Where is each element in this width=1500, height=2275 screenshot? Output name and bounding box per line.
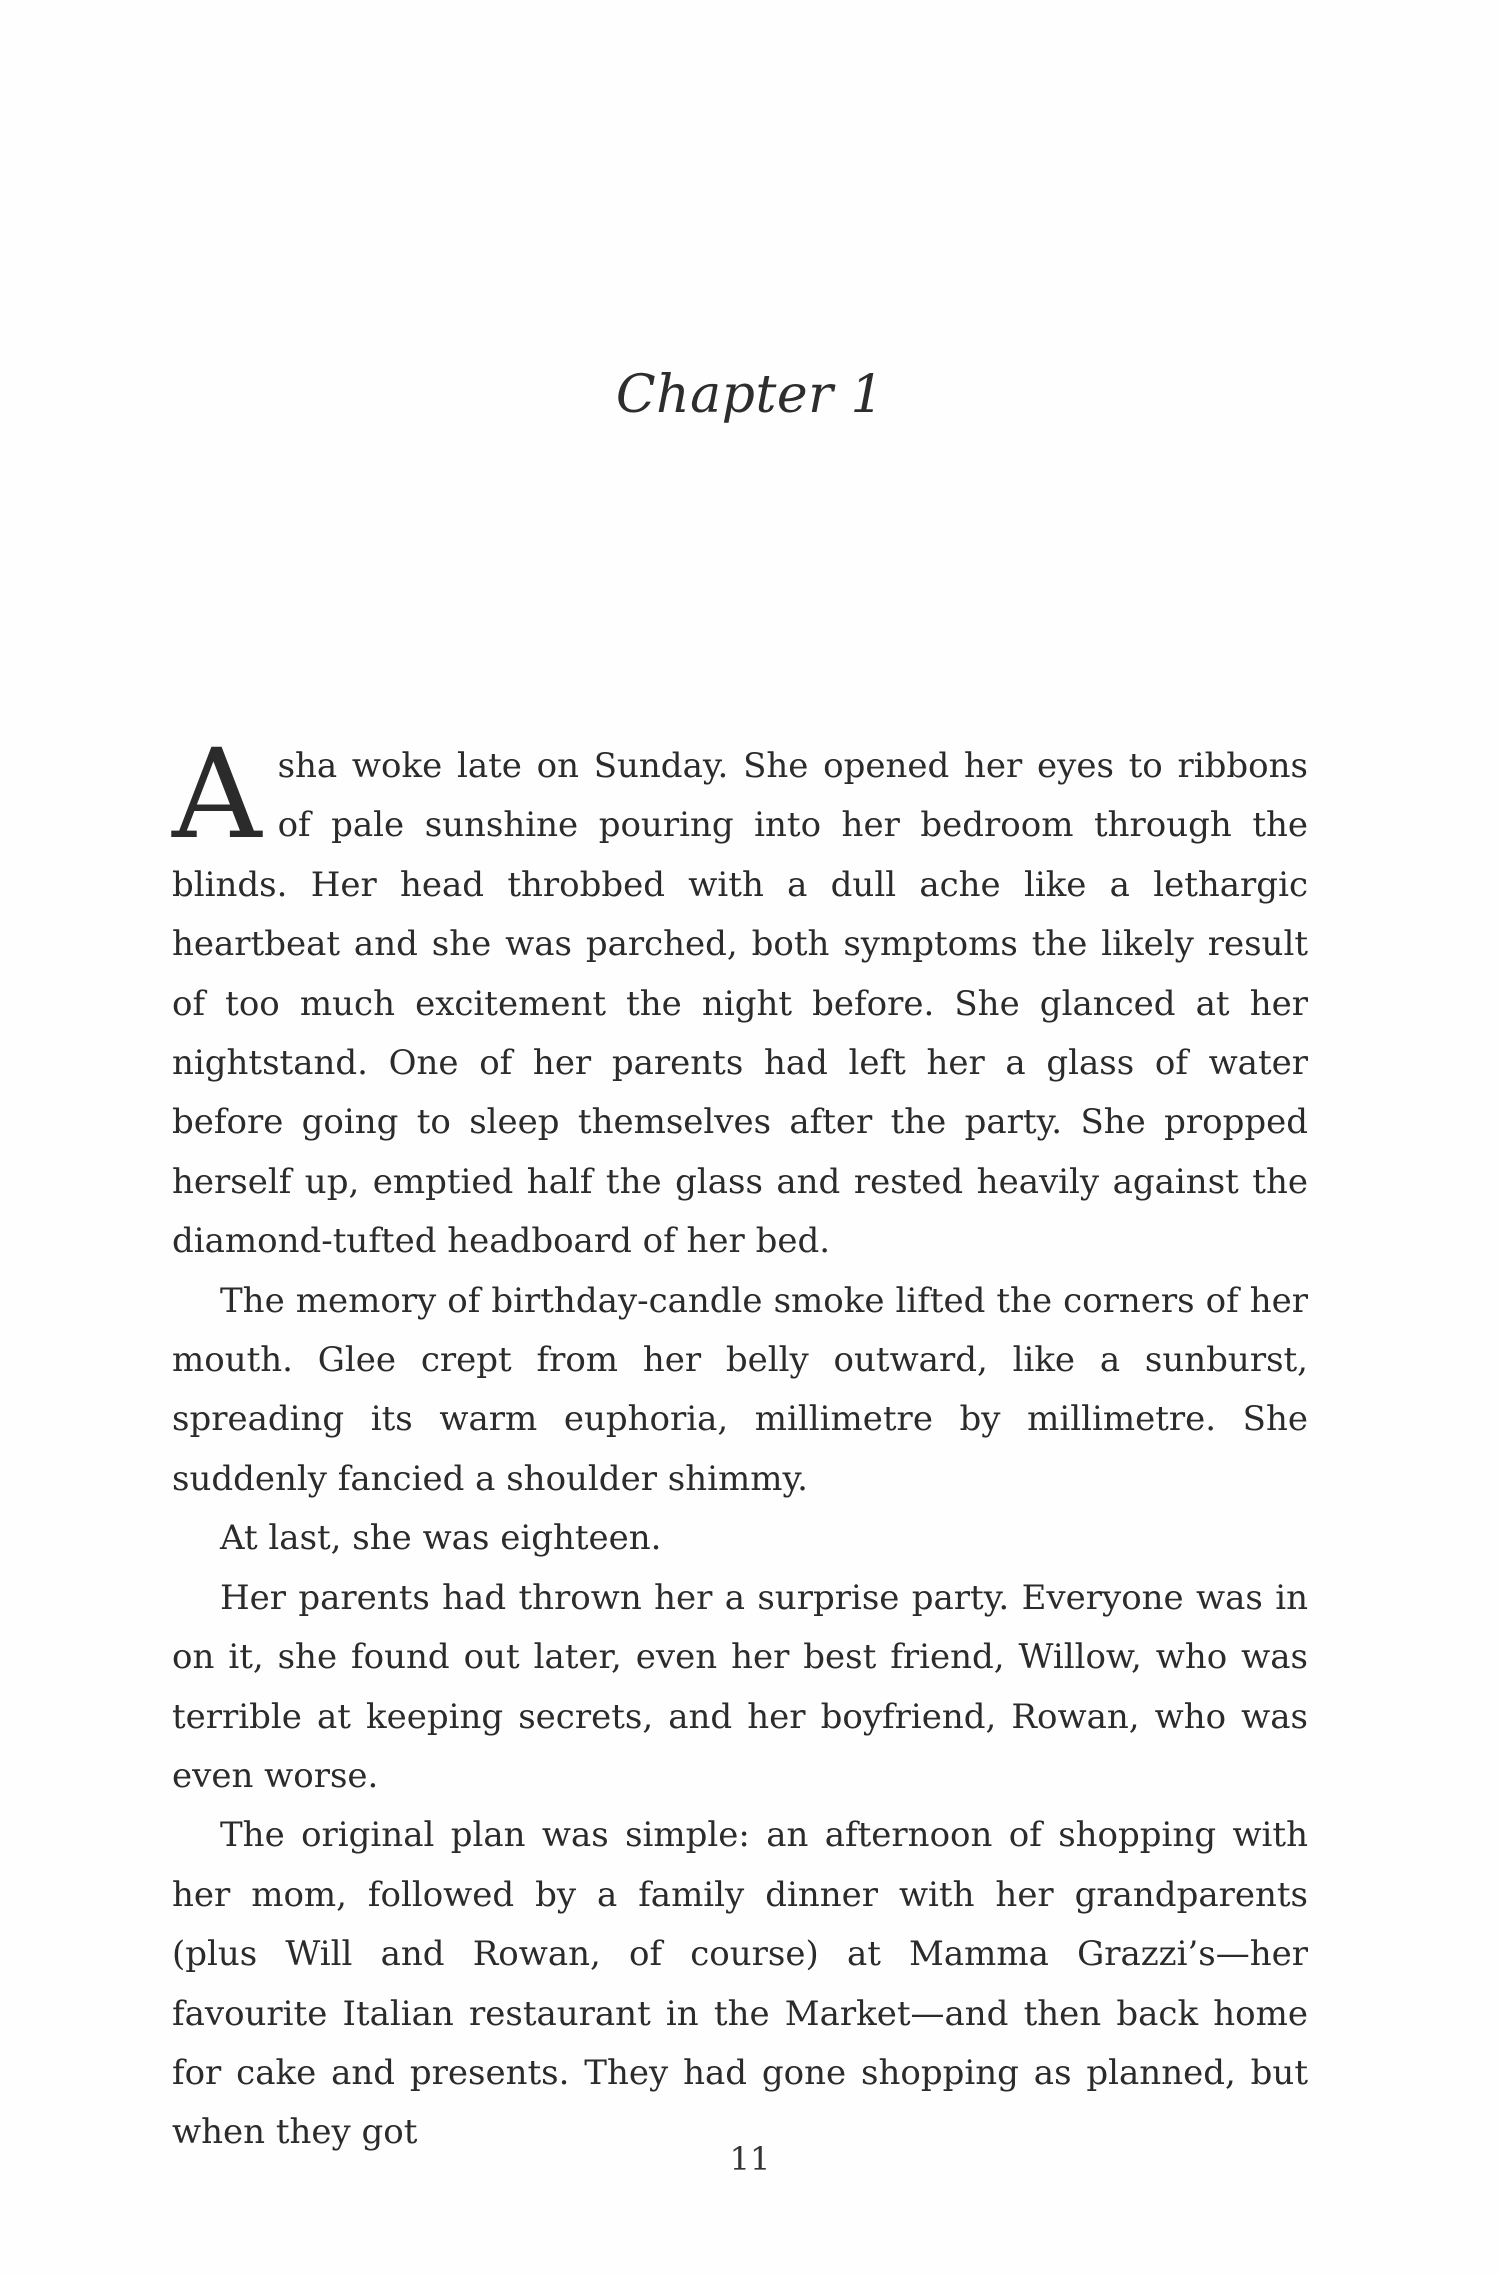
paragraph-4: Her parents had thrown her a surprise party. Everyone was in on it, she found out later, even her best friend, Willow, who was terrible at keeping secrets, and her boyfriend, Rowan, who was even worse. — [172, 1577, 1308, 1796]
paragraph-5: The original plan was simple: an afternoon of shopping with her mom, followed by a family dinner with her grandparents (plus Will and Rowan, of course) at Mamma Grazzi’s—her favourite Italian restaurant in the Market—and then back home for cake and presents. They had gone shopping as planned, but when they got — [172, 1815, 1308, 2153]
chapter-title: Chapter 1 — [615, 365, 885, 425]
paragraph-2: The memory of birthday-candle smoke lifted the corners of her mouth. Glee crept from her belly outward, like a sunburst, spreading its warm euphoria, millimetre by millimetre. She suddenly fancied a shoulder shimmy. — [172, 1280, 1308, 1499]
paragraph-1 — [172, 723, 1308, 1272]
paragraph-1-text: sha woke late on Sunday. She opened her eyes to ribbons of pale sunshine pouring into her bedroom through the blinds. Her head throbbed with a dull ache like a lethargic heartbeat and she was parched, both symptoms the likely result of too much excitement the night before. She glanced at her nightstand. One of her parents had left her a glass of water before going to sleep themselves after the party. She propped herself up, emptied half the glass and rested heavily against the diamond-tufted headboard of her bed. — [172, 746, 1308, 1262]
chapter-body — [172, 723, 1308, 2163]
drop-cap: A — [172, 723, 262, 867]
page-number: 11 — [729, 2140, 771, 2178]
paragraph-3: At last, she was eighteen. — [220, 1518, 662, 1559]
